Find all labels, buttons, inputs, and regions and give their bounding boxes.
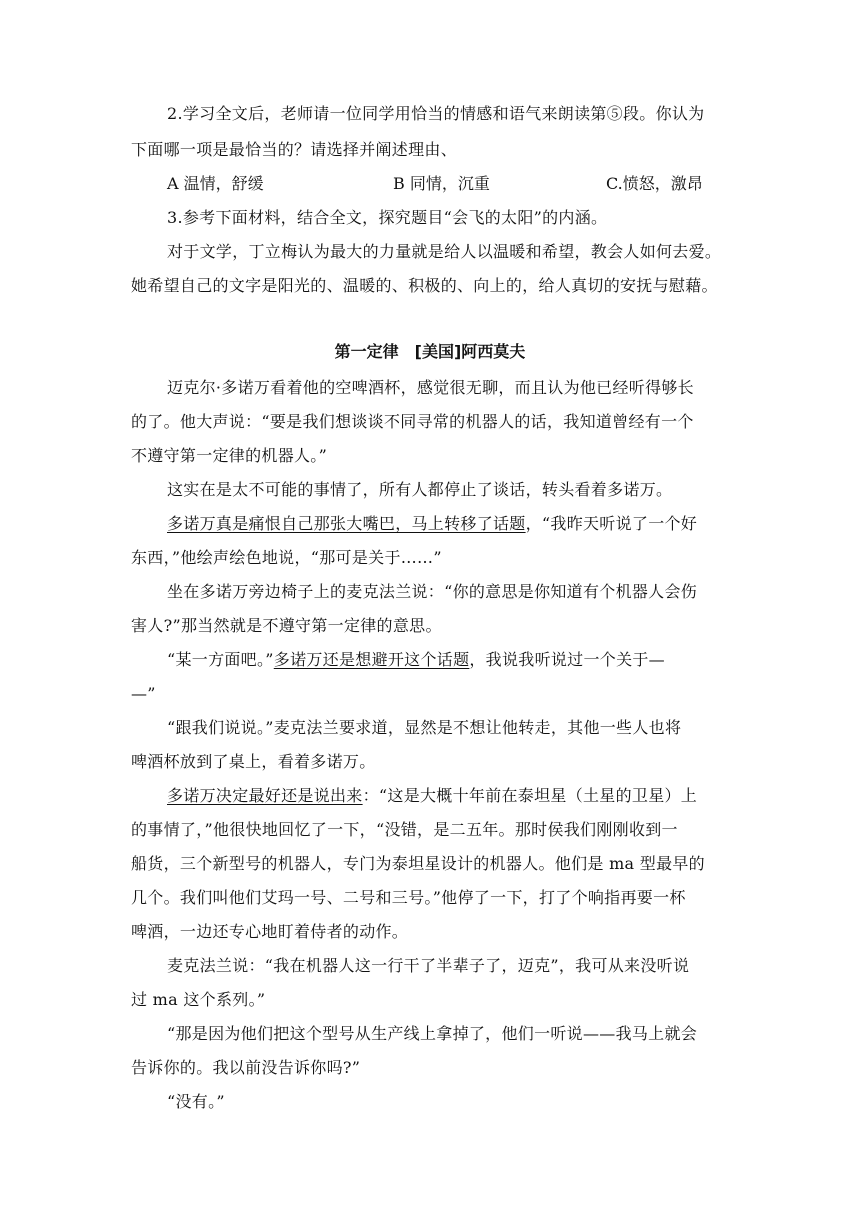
story-paragraph-7-rest: ：“这是大概十年前在泰坦星（土星的卫星）上 xyxy=(362,786,698,805)
question-2-line-2: 下面哪一项是最恰当的？请选择并阐述理由、 xyxy=(131,140,458,159)
story-paragraph-7-line-5: 啤酒，一边还专心地盯着侍者的动作。 xyxy=(131,922,409,941)
story-paragraph-1-line-1: 迈克尔·多诺万看着他的空啤酒杯，感觉很无聊，而且认为他已经听得够长 xyxy=(167,378,694,397)
story-paragraph-4-line-1: 坐在多诺万旁边椅子上的麦克法兰说：“你的意思是你知道有个机器人会伤 xyxy=(167,582,698,601)
story-paragraph-6-line-1: “跟我们说说。”麦克法兰要求道，显然是不想让他转走，其他一些人也将 xyxy=(167,718,682,737)
story-paragraph-2-line-1: 这实在是太不可能的事情了，所有人都停止了谈话，转头看着多诺万。 xyxy=(167,480,673,499)
story-paragraph-3-line-2: 东西，”他绘声绘色地说，“那可是关于……” xyxy=(131,548,442,567)
story-paragraph-7-line-3: 船货，三个新型号的机器人，专门为泰坦星设计的机器人。他们是 ma 型最早的 xyxy=(131,854,705,873)
option-c: C.愤怒，激昂 xyxy=(606,174,703,193)
story-paragraph-9-line-1: “那是因为他们把这个型号从生产线上拿掉了，他们一听说——我马上就会 xyxy=(167,1024,698,1043)
underlined-phrase-3: 多诺万决定最好还是说出来 xyxy=(167,786,363,805)
story-title: 第一定律 [美国]阿西莫夫 xyxy=(334,342,526,361)
story-paragraph-8-line-1: 麦克法兰说：“我在机器人这一行干了半辈子了，迈克”，我可从来没听说 xyxy=(167,956,690,975)
option-b: B 同情，沉重 xyxy=(393,174,490,193)
story-paragraph-9-line-2: 告诉你的。我以前没告诉你吗?” xyxy=(131,1058,361,1077)
option-a: A 温情，舒缓 xyxy=(167,174,264,193)
story-paragraph-5-line-1 xyxy=(167,648,665,672)
underlined-phrase-2: 多诺万还是想避开这个话题 xyxy=(273,650,470,669)
story-paragraph-3-rest: ，“我昨天听说了一个好 xyxy=(525,514,698,533)
story-paragraph-5-rest: ，我说我听说过一个关于— xyxy=(469,650,665,669)
story-paragraph-1-line-2: 的了。他大声说：“要是我们想谈谈不同寻常的机器人的话，我知道曾经有一个 xyxy=(131,412,694,431)
story-paragraph-6-line-2: 啤酒杯放到了桌上，看着多诺万。 xyxy=(131,752,376,771)
story-paragraph-5-pre: “某一方面吧。” xyxy=(167,650,274,669)
material-line-1: 对于文学，丁立梅认为最大的力量就是给人以温暖和希望，教会人如何去爱。 xyxy=(167,242,722,261)
underlined-phrase-1: 多诺万真是痛恨自己那张大嘴巴，马上转移了话题 xyxy=(167,514,526,533)
story-paragraph-7-line-2: 的事情了，”他很快地回忆了一下，“没错，是二五年。那时侯我们刚刚收到一 xyxy=(131,820,678,839)
story-paragraph-10-line-1: “没有。” xyxy=(167,1092,225,1111)
story-paragraph-8-line-2: 过 ma 这个系列。” xyxy=(131,990,266,1009)
question-2-line-1: 2.学习全文后，老师请一位同学用恰当的情感和语气来朗读第⑤段。你认为 xyxy=(167,104,705,123)
story-paragraph-4-line-2: 害人?”那当然就是不遵守第一定律的意思。 xyxy=(131,616,442,635)
story-paragraph-1-line-3: 不遵守第一定律的机器人。” xyxy=(131,446,328,465)
story-paragraph-5-line-2: —” xyxy=(131,684,156,703)
story-paragraph-7-line-4: 几个。我们叫他们艾玛一号、二号和三号。”他停了一下，打了个响指再要一杯 xyxy=(131,888,686,907)
story-paragraph-3-line-1 xyxy=(167,512,697,536)
story-paragraph-7-line-1 xyxy=(167,784,697,808)
question-3: 3.参考下面材料，结合全文，探究题目“会飞的太阳”的内涵。 xyxy=(167,208,608,227)
material-line-2: 她希望自己的文字是阳光的、温暖的、积极的、向上的，给人真切的安抚与慰藉。 xyxy=(131,276,718,295)
